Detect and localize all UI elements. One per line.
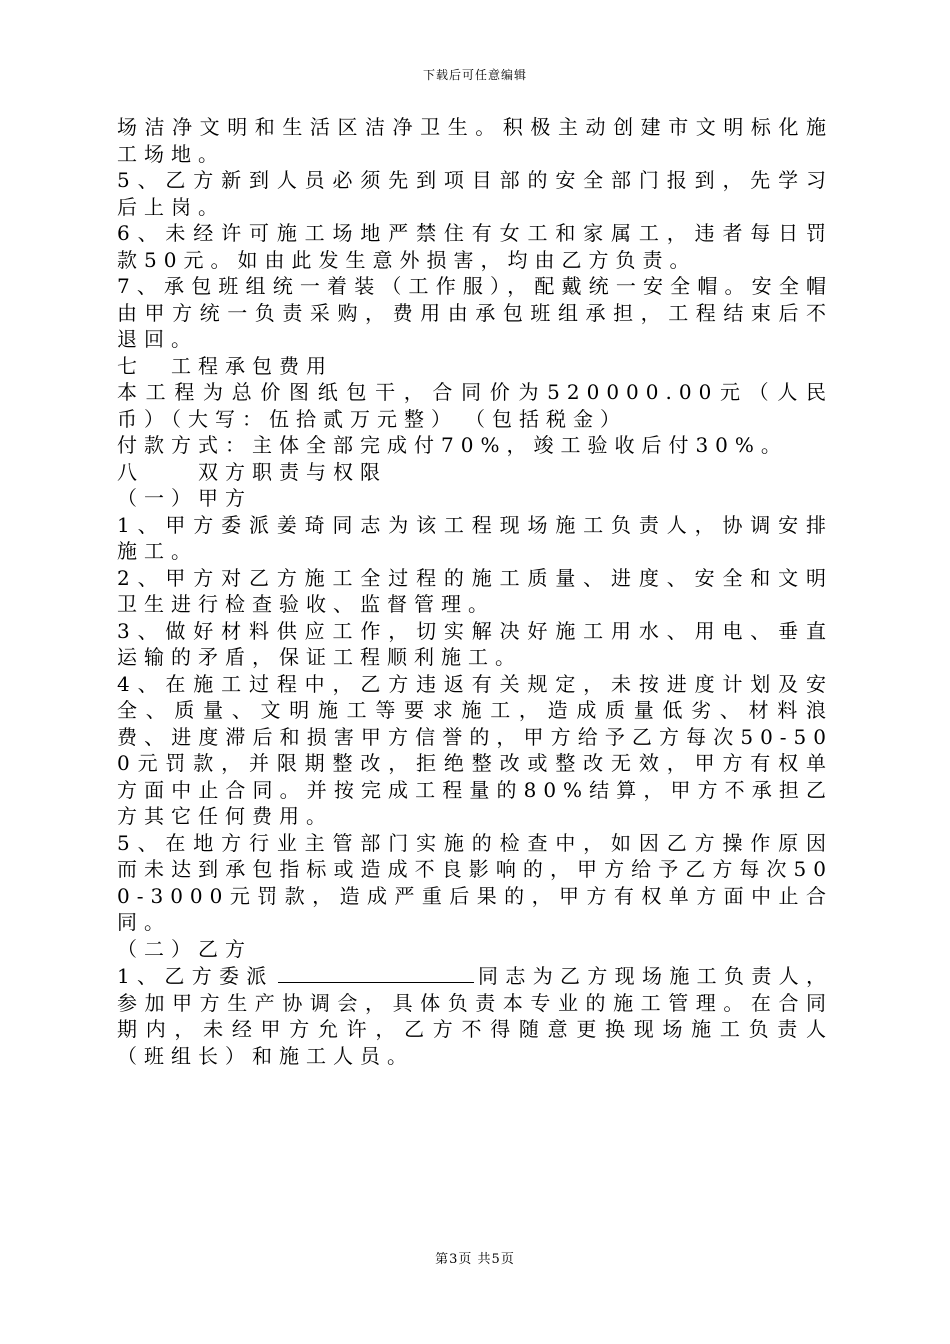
page-header: 下载后可任意编辑 [422,68,527,82]
subsection-heading-party-a: （一）甲方 [117,486,252,510]
paragraph-party-b-1 [117,962,833,1069]
party-b-1-prefix: 1、乙方委派 [117,964,274,988]
paragraph-party-a-1: 1、甲方委派姜琦同志为该工程现场施工负责人，协调安排施工。 [117,512,833,563]
paragraph-party-a-2: 2、甲方对乙方施工全过程的施工质量、进度、安全和文明卫生进行检查验收、监督管理。 [117,565,833,616]
paragraph-rule-7: 7、承包班组统一着装（工作服），配戴统一安全帽。安全帽由甲方统一负责采购，费用由承包班组承担，工程结束后不退回。 [117,274,833,351]
subsection-heading-party-b: （二）乙方 [117,936,252,961]
paragraph-contract-price: 本工程为总价图纸包干，合同价为520000.00元（人民币）（大写：伍拾贰万元整） （包括税金） [117,380,833,431]
paragraph-civilized-site: 场洁净文明和生活区洁净卫生。积极主动创建市文明标化施工场地。 [117,115,833,166]
paragraph-rule-6: 6、未经许可施工场地严禁住有女工和家属工，违者每日罚款50元。如由此发生意外损害，均由乙方负责。 [117,221,833,272]
paragraph-rule-5: 5、乙方新到人员必须先到项目部的安全部门报到，先学习后上岗。 [117,168,833,219]
section-heading-duties: 八 双方职责与权限 [117,459,387,484]
section-heading-contract-fee: 七 工程承包费用 [117,353,333,378]
party-b-1-rest: 同志为乙方现场施工负责人，参加甲方生产协调会，具体负责本专业的施工管理。在合同期内，未经甲方允许，乙方不得随意更换现场施工负责人（班组长）和施工人员。 [117,964,833,1068]
document-body [117,114,833,1069]
name-blank-line[interactable] [278,962,474,983]
paragraph-party-a-4: 4、在施工过程中，乙方违返有关规定，未按进度计划及安全、质量、文明施工等要求施工，造成质量低劣、材料浪费、进度滞后和损害甲方信誉的，甲方给予乙方每次50-500元罚款，并限期整改，拒绝整改或整改无效，甲方有权单方面中止合同。并按完成工程量的80%结算，甲方不承担乙方其它任何费用。 [117,671,833,828]
paragraph-payment-terms: 付款方式：主体全部完成付70%，竣工验收后付30%。 [117,433,788,457]
paragraph-party-a-3: 3、做好材料供应工作，切实解决好施工用水、用电、垂直运输的矛盾，保证工程顺利施工。 [117,618,833,669]
page-number-footer: 第3页 共5页 [435,1252,515,1267]
paragraph-party-a-5: 5、在地方行业主管部门实施的检查中，如因乙方操作原因而未达到承包指标或造成不良影响的，甲方给予乙方每次500-3000元罚款，造成严重后果的，甲方有权单方面中止合同。 [117,830,833,934]
